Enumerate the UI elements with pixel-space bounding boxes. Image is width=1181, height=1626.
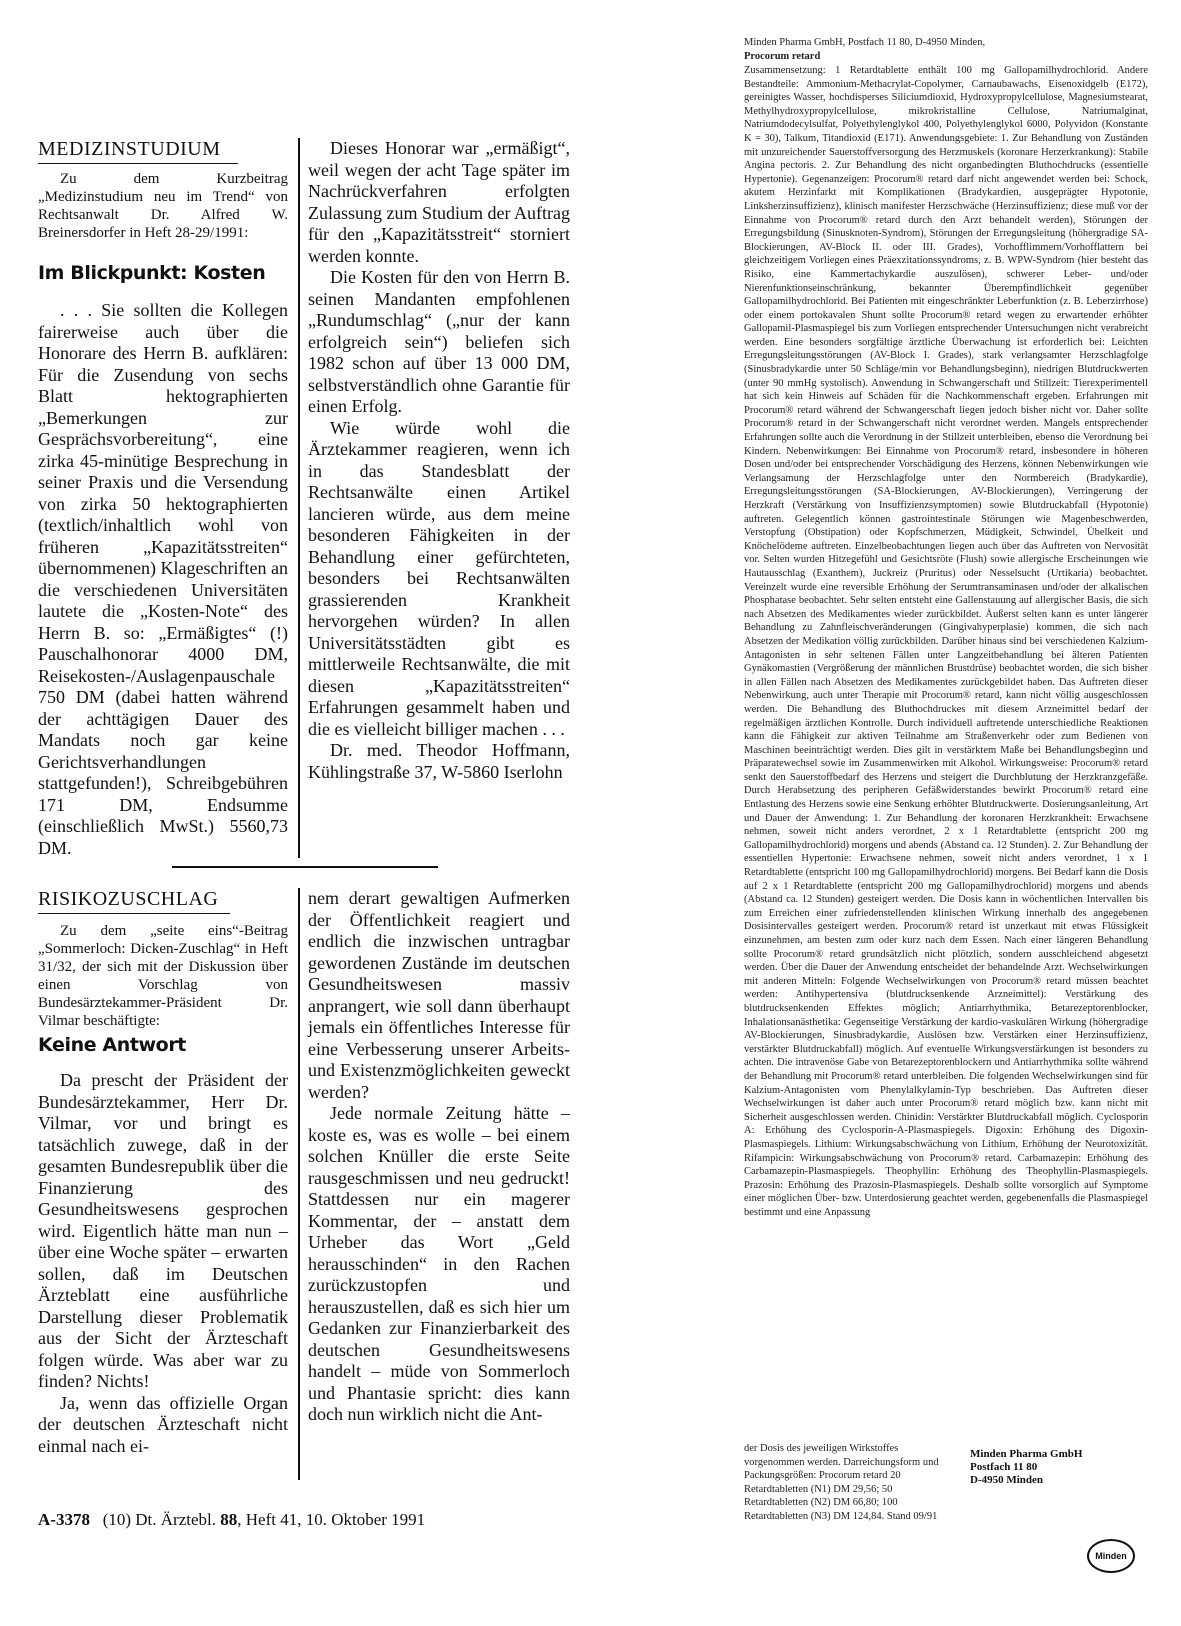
article-headline: Keine Antwort	[38, 1034, 186, 1056]
column-rule	[298, 888, 300, 1480]
ad-company-postbox: Postfach 11 80	[970, 1461, 1038, 1473]
article-intro: Zu dem „seite eins“-Beitrag „Sommerloch: Dicken-Zuschlag“ in Heft 31/32, der sich mit der Diskussion über einen Vorschlag von Bundesärztekammer-Präsident Dr. Vilmar beschäftigte:	[38, 923, 288, 1029]
page-footer	[38, 1510, 598, 1530]
article-column-2	[308, 888, 570, 1426]
article-paragraph: Dieses Honorar war „ermäßigt“, weil wegen der acht Tage später im Nachrückverfahren erfolgten Zulassung zum Studium der Auftrag für den „Kapazitätsstreit“ storniert werden konnte.	[308, 138, 570, 266]
journal-volume: 88	[220, 1510, 238, 1529]
minden-logo	[1087, 1539, 1135, 1573]
article-paragraph: Die Kosten für den von Herrn B. seinen Mandanten empfohlenen „Rundumschlag“ („nur der kann erfolgreich sein“) beliefen sich 1982 schon auf über 13 000 DM, selbstverständlich ohne Garantie für einen Erfolg.	[308, 267, 570, 416]
article-paragraph: Da prescht der Präsident der Bundesärztekammer, Herr Dr. Vilmar, vor und bringt es tatsächlich zuwege, daß in der gesamten Bundesrepublik über die Finanzierung des Gesundheitswesens gesprochen wird. Eigentlich hätte man nun – über eine Woche später – erwarten sollen, daß im Deutschen Ärzteblatt eine ausführliche Darstellung dieser Problematik aus der Sicht der Ärzteschaft folgen würde. Was aber war zu finden? Nichts!	[38, 1070, 288, 1391]
article-paragraph: Ja, wenn das offizielle Organ der deutschen Ärzteschaft nicht einmal nach ei-	[38, 1392, 288, 1456]
journal-citation-suffix: , Heft 41, 10. Oktober 1991	[237, 1510, 426, 1529]
ad-mandatory-text	[744, 64, 1148, 1440]
article-headline: Im Blickpunkt: Kosten	[38, 262, 266, 284]
column-rule	[298, 138, 300, 858]
article-column-1	[38, 300, 288, 859]
section-heading-medizinstudium: MEDIZINSTUDIUM	[38, 138, 238, 164]
minden-logo-label: Minden	[1095, 1551, 1127, 1561]
article-paragraph: . . . Sie sollten die Kollegen fairerweise auch über die Honorare des Herrn B. aufklären: Für die Zusendung von sechs Blatt hektographierten „Bemerkungen zur Gesprächsvorbereitung“, eine zirka 45-minütige Besprechung in seiner Praxis und die Versendung von zirka 50 hektographierten (textlich/inhaltlich wohl von früheren „Kapazitätsstreiten“ übernommenen) Klageschriften an die verschiedenen Universitäten lautete die „Kosten-Note“ des Herrn B. so: „Ermäßigtes“ (!) Pauschalhonorar 4000 DM, Reisekosten-/Auslagenpauschale 750 DM (dabei hatten während der achttägigen Dauer des Mandats noch gar keine Gerichtsverhandlungen stattgefunden!), Schreibgebühren 171 DM, Endsumme (einschließlich MwSt.) 5560,73 DM.	[38, 300, 288, 858]
article-paragraph: nem derart gewaltigen Aufmerken der Öffentlichkeit reagiert und endlich die inzwischen untragbar gewordenen Zustände im deutschen Gesundheitswesen massiv anprangert, wie soll dann überhaupt jemals ein öffentliches Interesse für eine Verbesserung unserer Arbeits- und Existenzmöglichkeiten geweckt werden?	[308, 888, 570, 1102]
ad-paragraph: Zusammensetzung: 1 Retardtablette enthält 100 mg Gallopamilhydrochlorid. Andere Bestandteile: Ammonium-Methacrylat-Copolymer, Carnaubawachs, Eisenoxidgelb (E172), gereinigtes Wasser, hochdisperses Siliciumdioxid, Hydroxypropylcellulose, Magnesiumstearat, Methylhydroxypropylcellulose, mikrokristalline Cellulose, Natriumalginat, Natriumdodecylsulfat, Polyethylenglykol 400, Polyethylenglykol 6000, Polyvidon (Konstante K = 30), Talkum, Titandioxid (E171). Anwendungsgebiete: 1. Zur Behandlung von Zuständen mit unzureichender Sauerstoffversorgung des Herzmuskels (koronare Herzerkrankung): Stabile Angina pectoris. 2. Zur Behandlung des nicht organbedingten Bluthochdrucks (essentielle Hypertonie). Gegenanzeigen: Procorum® retard darf nicht angewendet werden bei: Schock, akutem Herzinfarkt mit Komplikationen (Bradykardien, ausgeprägter Hypotonie, Linksherzinsuffizienz), klinisch manifester Herzschwäche (Herzinsuffizienz; diese muß vor der Einnahme von Procorum® retard durch den Arzt behandelt werden), Störungen der Erregungsbildung (Sinusknoten-Syndrom), Störungen der Erregungsleitung (höhergradige SA-Blockierungen, AV-Block II. oder III. Grades), Vorhofflimmern/Vorhofflattern bei gleichzeitigem Vorliegen eines Präexzitationssyndroms, z. B. WPW-Syndrom (hier besteht das Risiko, eine Kammertachykardie auszulösen), schwerer Leber- und/oder Nierenfunktionseinschränkung, bekannter Überempfindlichkeit gegenüber Gallopamilhydrochlorid. Bei Patienten mit eingeschränkter Leberfunktion (z. B. Leberzirrhose) oder einem portokavalen Shunt sollte Procorum® retard wegen zu erwartender erhöhter Gallopamil-Plasmaspiegel bis zum Vorliegen entsprechender Untersuchungen nicht verabreicht werden. Eine besonders sorgfältige ärztliche Überwachung ist erforderlich bei: Leichten Erregungsleitungsstörungen (AV-Block I. Grades), stark verlangsamter Herzschlagfolge (Sinusbradykardie unter 50 Schläge/min vor Behandlungsbeginn), niedrigen Blutdruckwerten (unter 90 mmHg systolisch). Anwendung in Schwangerschaft und Stillzeit: Tierexperimentell hat sich kein Hinweis auf Schäden für die Nachkommenschaft ergeben. Erfahrungen mit Procorum® retard während der Schwangerschaft liegen jedoch bisher nicht vor. Daher sollte Procorum® retard in der Schwangerschaft nicht verordnet werden. Mangels entsprechender Erfahrungen sollte auch die Verordnung in der Stillzeit unterbleiben, ebenso die Verordnung bei Kindern. Nebenwirkungen: Bei Einnahme von Procorum® retard, insbesondere in höheren Dosen und/oder bei entsprechender Vorschädigung des Herzens, können Nebenwirkungen wie Verlangsamung der Herzschlagfolge unter den Normbereich (Bradykardie), Erregungsleitungsstörungen (SA-Blockierungen, AV-Blockierungen), Verringerung der Herzkraft (Verstärkung von Insuffizienzsymptomen) sowie Blutdruckabfall (Hypotonie) auftreten. Gelegentlich können gastrointestinale Störungen wie Magenbeschwerden, Verstopfung (Obstipation) oder Kopfschmerzen, Müdigkeit, Schwindel, Übelkeit und Knöchelödeme auftreten. Einzelbeobachtungen liegen auch über das Auftreten von Nervosität vor. Selten wurden Hitzegefühl und Gesichtsröte (Flush) sowie allergische Erscheinungen wie Hautausschlag (Exanthem), Juckreiz (Pruritus) oder Nesselsucht (Urtikaria) beobachtet. Vereinzelt wurde eine reversible Erhöhung der Serumtransaminasen und/oder der alkalischen Phosphatase beobachtet. Sehr selten entsteht eine Gallenstauung auf allergischer Basis, die sich nach Absetzen des Medikamentes wieder zurückbildet. Äußerst selten kann es unter längerer Behandlung zu Zahnfleischveränderungen (Gingivahyperplasie) kommen, die sich nach Absetzen der Medikation völlig zurückbilden. Darüber hinaus sind bei verschiedenen Kalzium-Antagonisten in sehr seltenen Fällen unter Langzeitbehandlung bei älteren Patienten Gynäkomastien (Vergrößerung der männlichen Brustdrüse) beobachtet worden, die sich bisher in allen Fällen nach Absetzen des Medikamentes zurückgebildet haben. Das Auftreten dieser Nebenwirkung, auch unter Therapie mit Procorum® retard, kann nicht völlig ausgeschlossen werden. Die Behandlung des Bluthochdruckes mit diesem Arzneimittel bedarf der regelmäßigen ärztlichen Kontrolle. Durch individuell auftretende unterschiedliche Reaktionen kann die Fähigkeit zur aktiven Teilnahme am Straßenverkehr oder zum Bedienen von Maschinen beeinträchtigt werden. Dies gilt in verstärktem Maße bei Behandlungsbeginn und Präparatewechsel sowie im Zusammenwirken mit Alkohol. Wirkungsweise: Procorum® retard senkt den Sauerstoffbedarf des Herzens und steigert die Durchblutung der Herzkranzgefäße. Durch Herabsetzung des peripheren Gefäßwiderstandes bewirkt Procorum® retard eine Entlastung des Herzens sowie eine Senkung erhöhter Blutdruckwerte. Dosierungsanleitung, Art und Dauer der Anwendung: 1. Zur Behandlung der koronaren Herzkrankheit: Erwachsene nehmen, soweit nicht anders verordnet, 2 x 1 Retardtablette (entspricht 200 mg Gallopamilhydrochlorid) morgens und abends (Abstand ca. 12 Stunden). 2. Zur Behandlung der essentiellen Hypertonie: Erwachsene nehmen, soweit nicht anders verordnet, 1 x 1 Retardtablette (entspricht 100 mg Gallopamilhydrochlorid) morgens. Bei Bedarf kann die Dosis auf 2 x 1 Retardtablette (entspricht 200 mg Gallopamilhydrochlorid) morgens und abends (Abstand ca. 12 Stunden) gesteigert werden. Die Dosis kann in wöchentlichen Intervallen bis zum Erreichen einer zufriedenstellenden klinischen Wirkung innerhalb des angegebenen Dosisintervalles gesteigert werden. Procorum® retard ist unzerkaut mit etwas Flüssigkeit einzunehmen, am besten zum oder kurz nach dem Essen. Nach einer längeren Behandlung sollte Procorum® retard grundsätzlich nicht plötzlich, sondern ausschleichend abgesetzt werden. Über die Dauer der Anwendung entscheidet der behandelnde Arzt. Wechselwirkungen mit anderen Mitteln: Folgende Wechselwirkungen von Procorum® retard müssen beachtet werden: Antihypertensiva (blutdrucksenkende Arzneimittel): Verstärkung des blutdrucksenkenden Effektes möglich; Antiarrhythmika, Betarezeptorenblocker, Inhalationsanästhetika: Gegenseitige Verstärkung der kardio-vaskulären Wirkung (höhergradige AV-Blockierungen, Sinusbradykardie, Auslösen bzw. Verstärken einer Herzinsuffizienz, verstärkter Blutdruckabfall) möglich. Auf eventuelle Wirkungsverstärkungen ist besonders zu achten. Die intravenöse Gabe von Betarezeptorenblockern und Antiarrhythmika sollte während der Behandlung mit Procorum® retard unterbleiben. Die folgenden Wechselwirkungen sind für Kalzium-Antagonisten vom Phenylalkylamin-Typ beschrieben. Das Auftreten dieser Wechselwirkungen ist daher auch unter Procorum® retard möglich bzw. kann nicht mit Sicherheit ausgeschlossen werden. Chinidin: Verstärkter Blutdruckabfall möglich. Cyclosporin A: Erhöhung des Cyclosporin-A-Plasmaspiegels. Digoxin: Erhöhung des Digoxin-Plasmaspiegels. Lithium: Wirkungsabschwächung von Lithium, Erhöhung der Neurotoxizität. Rifampicin: Wirkungsabschwächung von Procorum® retard. Carbamazepin: Erhöhung des Carbamazepin-Plasmaspiegels. Theophyllin: Erhöhung des Theophyllin-Plasmaspiegels. Prazosin: Erhöhung des Prazosin-Plasmaspiegels. Deshalb sollte vorsorglich auf Symptome einer möglichen Über- bzw. Unterdosierung geachtet werden, gegebenenfalls die Plasmaspiegel bestimmt und eine Anpassung	[744, 65, 1148, 1218]
article-paragraph: Wie würde wohl die Ärztekammer reagieren, wenn ich in das Standesblatt der Rechtsanwälte einen Artikel lancieren würde, aus dem meine besonderen Fähigkeiten in der Behandlung einer gefürchteten, besonders bei Rechtsanwälten grassierenden Krankheit hervorgehen würden? In allen Universitätsstädten gibt es mittlerweile Rechtsanwälte, die mit diesen „Kapazitätsstreiten“ Erfahrungen gesammelt haben und die es vielleicht billiger machen . . .	[308, 417, 570, 739]
article-paragraph: Jede normale Zeitung hätte – koste es, was es wolle – bei einem solchen Knüller die erste Seite rausgeschmissen und neu gedruckt! Stattdessen nur ein magerer Kommentar, der – anstatt dem Urheber das Wort „Geld herausschinden“ in den Rachen zurückzustopfen und herauszustellen, daß es sich hier um Gedanken zur Finanzierbarkeit des deutschen Gesundheitswesens handelt – müde von Sommerloch und Phantasie spricht: dies kann doch nun wirklich nicht die Ant-	[308, 1103, 570, 1424]
article-intro: Zu dem Kurzbeitrag „Medizinstudium neu im Trend“ von Rechtsanwalt Dr. Alfred W. Breinersdorfer in Heft 28-29/1991:	[38, 171, 288, 241]
ad-product-name: Procorum retard	[744, 51, 821, 62]
ad-company-city: D-4950 Minden	[970, 1474, 1044, 1486]
article-column-2	[308, 138, 570, 783]
article-column-1	[38, 1070, 288, 1457]
article-signature: Dr. med. Theodor Hoffmann, Kühlingstraße 37, W-5860 Iserlohn	[308, 740, 570, 782]
ad-company-signature	[970, 1448, 1140, 1487]
page-number: A-3378	[38, 1510, 90, 1529]
article-separator	[172, 866, 438, 868]
journal-citation-prefix: (10) Dt. Ärztebl.	[102, 1510, 217, 1529]
ad-header: Minden Pharma GmbH, Postfach 11 80, D-4950 Minden,	[744, 37, 986, 48]
ad-packaging-text: der Dosis des jeweiligen Wirkstoffes vorgenommen werden. Darreichungsform und Packungsgrößen: Procorum retard 20 Retardtabletten (N1) DM 29,56; 50 Retardtabletten (N2) DM 66,80; 100 Retardtabletten (N3) DM 124,84. Stand 09/91	[744, 1443, 939, 1522]
section-heading-risikozuschlag: RISIKOZUSCHLAG	[38, 888, 230, 914]
ad-company-name: Minden Pharma GmbH	[970, 1448, 1083, 1460]
